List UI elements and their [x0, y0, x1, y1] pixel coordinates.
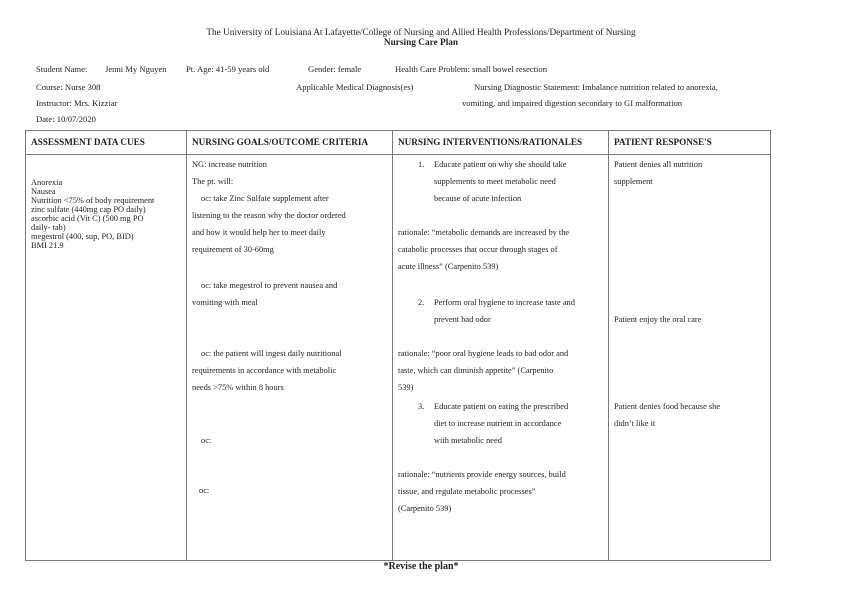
outcome-criteria-line: and how it would help her to meet daily — [192, 228, 326, 237]
interventions-cell — [393, 155, 609, 561]
rationale-line: rationale: “poor oral hygiene leads to bad odor and — [398, 349, 569, 358]
outcome-criteria-line: oc: take megestrol to prevent nausea and — [201, 281, 338, 290]
instructor: Instructor: Mrs. Kizziar — [36, 98, 118, 108]
medical-diagnosis: Applicable Medical Diagnosis(es) — [296, 82, 414, 92]
intervention-line: Educate patient on eating the prescribed — [434, 402, 569, 411]
assessment-line: ascorbic acid (Vit C) (500 mg PO — [31, 214, 144, 223]
intervention-line: supplements to meet metabolic need — [434, 177, 556, 186]
intervention-line: prevent bad odor — [434, 315, 491, 324]
outcome-criteria-line: requirements in accordance with metabolic — [192, 366, 337, 375]
assessment-line: megestrol (400, sup, PO, BID) — [31, 232, 134, 241]
response-line: didn’t like it — [614, 419, 656, 428]
response-line: Patient denies food because she — [614, 402, 721, 411]
outcome-criteria-line: oc: the patient will ingest daily nutritional — [201, 349, 342, 358]
intervention-line: because of acute infection — [434, 194, 522, 203]
outcome-criteria-line: listening to the reason why the doctor ordered — [192, 211, 346, 220]
response-line: Patient enjoy the oral care — [614, 315, 702, 324]
intervention-line: Educate patient on why she should take — [434, 160, 567, 169]
patient-response-cell — [609, 155, 771, 561]
student-name: Jenni My Nguyen — [105, 64, 167, 74]
diagnostic-statement-line2: vomiting, and impaired digestion secondary to GI malformation — [462, 98, 683, 108]
header-assessment: ASSESSMENT DATA CUES — [26, 131, 187, 155]
pt-will-label: The pt. will: — [192, 177, 234, 186]
revise-plan-note: *Revise the plan* — [383, 561, 459, 572]
date: Date: 10/07/2020 — [36, 114, 96, 124]
document-title: Nursing Care Plan — [383, 38, 459, 48]
rationale-line: (Carpenito 539) — [398, 504, 452, 513]
diagnostic-statement-line1: Nursing Diagnostic Statement: Imbalance nutrition related to anorexia, — [474, 82, 718, 92]
care-plan-table — [25, 130, 771, 561]
rationale-line: catabolic processes that occur through stages of — [398, 245, 558, 254]
header-patient-response: PATIENT RESPONSE'S — [609, 131, 771, 155]
outcome-criteria-line: needs >75% within 8 hours — [192, 383, 284, 392]
nursing-goal: NG: increase nutrition — [192, 160, 267, 169]
assessment-line: Nutrition <75% of body requirement — [31, 196, 155, 205]
assessment-line: Nausea — [31, 187, 56, 196]
assessment-line: Anorexia — [31, 178, 63, 187]
intervention-line: with metabolic need — [434, 436, 502, 445]
health-care-problem: Health Care Problem: small bowel resection — [395, 64, 548, 74]
assessment-cell — [26, 155, 187, 561]
assessment-line: daily- tab) — [31, 223, 66, 232]
patient-age: Pt. Age: 41-59 years old — [186, 64, 270, 74]
outcome-criteria-blank: oc: — [199, 486, 210, 495]
rationale-line: rationale: “metabolic demands are increased by the — [398, 228, 570, 237]
intervention-line: Perform oral hygiene to increase taste and — [434, 298, 575, 307]
assessment-line: BMI 21.9 — [31, 241, 64, 250]
header-goals: NURSING GOALS/OUTCOME CRITERIA — [187, 131, 393, 155]
goals-cell — [187, 155, 393, 561]
response-line: Patient denies all nutrition — [614, 160, 703, 169]
intervention-number: 3. — [418, 402, 425, 411]
assessment-line: zinc sulfate (440mg cap PO daily) — [31, 205, 146, 214]
table-body-row — [26, 155, 771, 561]
response-line: supplement — [614, 177, 653, 186]
rationale-line: rationale: “nutrients provide energy sources, build — [398, 470, 566, 479]
rationale-line: taste, which can diminish appetite” (Carpenito — [398, 366, 554, 375]
outcome-criteria-line: oc: take Zinc Sulfate supplement after — [201, 194, 329, 203]
intervention-number: 2. — [418, 298, 425, 307]
outcome-criteria-blank: oc: — [201, 436, 212, 445]
course: Course: Nurse 308 — [36, 82, 101, 92]
rationale-line: 539) — [398, 383, 414, 392]
intervention-number: 1. — [418, 160, 425, 169]
intervention-line: diet to increase nutrient in accordance — [434, 419, 562, 428]
rationale-line: acute illness” (Carpenito 539) — [398, 262, 499, 271]
table-header-row — [26, 131, 771, 155]
rationale-line: tissue, and regulate metabolic processes” — [398, 487, 536, 496]
header-interventions: NURSING INTERVENTIONS/RATIONALES — [393, 131, 609, 155]
outcome-criteria-line: requirement of 30-60mg — [192, 245, 274, 254]
institution-header: The University of Louisiana At Lafayette/College of Nursing and Allied Health Professions/Department of Nursing — [206, 28, 636, 38]
patient-gender: Gender: female — [308, 64, 362, 74]
outcome-criteria-line: vomiting with meal — [192, 298, 258, 307]
student-name-label: Student Name: — [36, 64, 88, 74]
